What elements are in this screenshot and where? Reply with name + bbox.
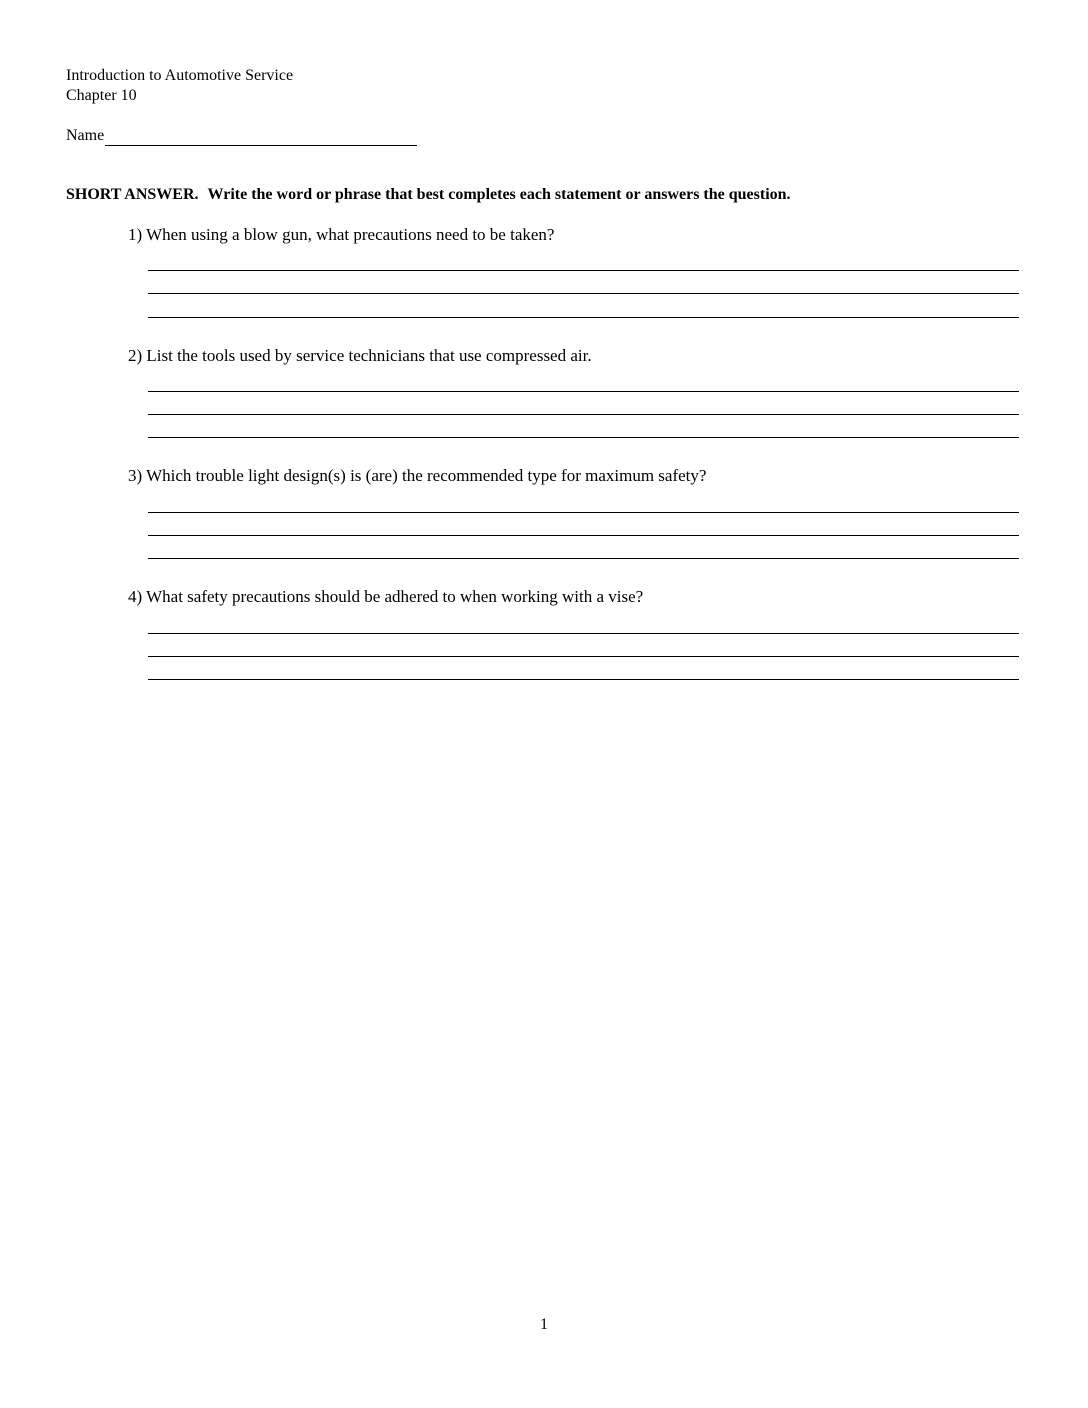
question-4 [128, 587, 1020, 607]
answer-line[interactable] [148, 414, 1019, 415]
name-label: Name [66, 127, 105, 144]
section-title: SHORT ANSWER. [66, 186, 199, 203]
question-1 [128, 225, 1020, 245]
question-3 [128, 466, 1020, 486]
answer-line[interactable] [148, 535, 1019, 536]
document-header [66, 66, 293, 106]
answer-line[interactable] [148, 437, 1019, 438]
page-number: 1 [540, 1316, 548, 1333]
question-text: 4) What safety precautions should be adhered to when working with a vise? [128, 587, 644, 606]
instructions-text: Write the word or phrase that best completes each statement or answers the question. [207, 186, 791, 203]
answer-line[interactable] [148, 270, 1019, 271]
chapter-label: Chapter 10 [66, 87, 137, 104]
answer-line[interactable] [148, 317, 1019, 318]
name-field [66, 126, 417, 146]
answer-line[interactable] [148, 293, 1019, 294]
name-blank-line[interactable] [105, 127, 417, 146]
answer-line[interactable] [148, 679, 1019, 680]
answer-line[interactable] [148, 633, 1019, 634]
question-2 [128, 346, 1020, 366]
question-text: 2) List the tools used by service technicians that use compressed air. [128, 346, 592, 365]
answer-line[interactable] [148, 512, 1019, 513]
answer-line[interactable] [148, 391, 1019, 392]
answer-line[interactable] [148, 558, 1019, 559]
course-title: Introduction to Automotive Service [66, 67, 294, 84]
question-text: 3) Which trouble light design(s) is (are) the recommended type for maximum safety? [128, 466, 707, 485]
section-instructions [66, 185, 791, 205]
question-text: 1) When using a blow gun, what precautions need to be taken? [128, 225, 555, 244]
answer-line[interactable] [148, 656, 1019, 657]
